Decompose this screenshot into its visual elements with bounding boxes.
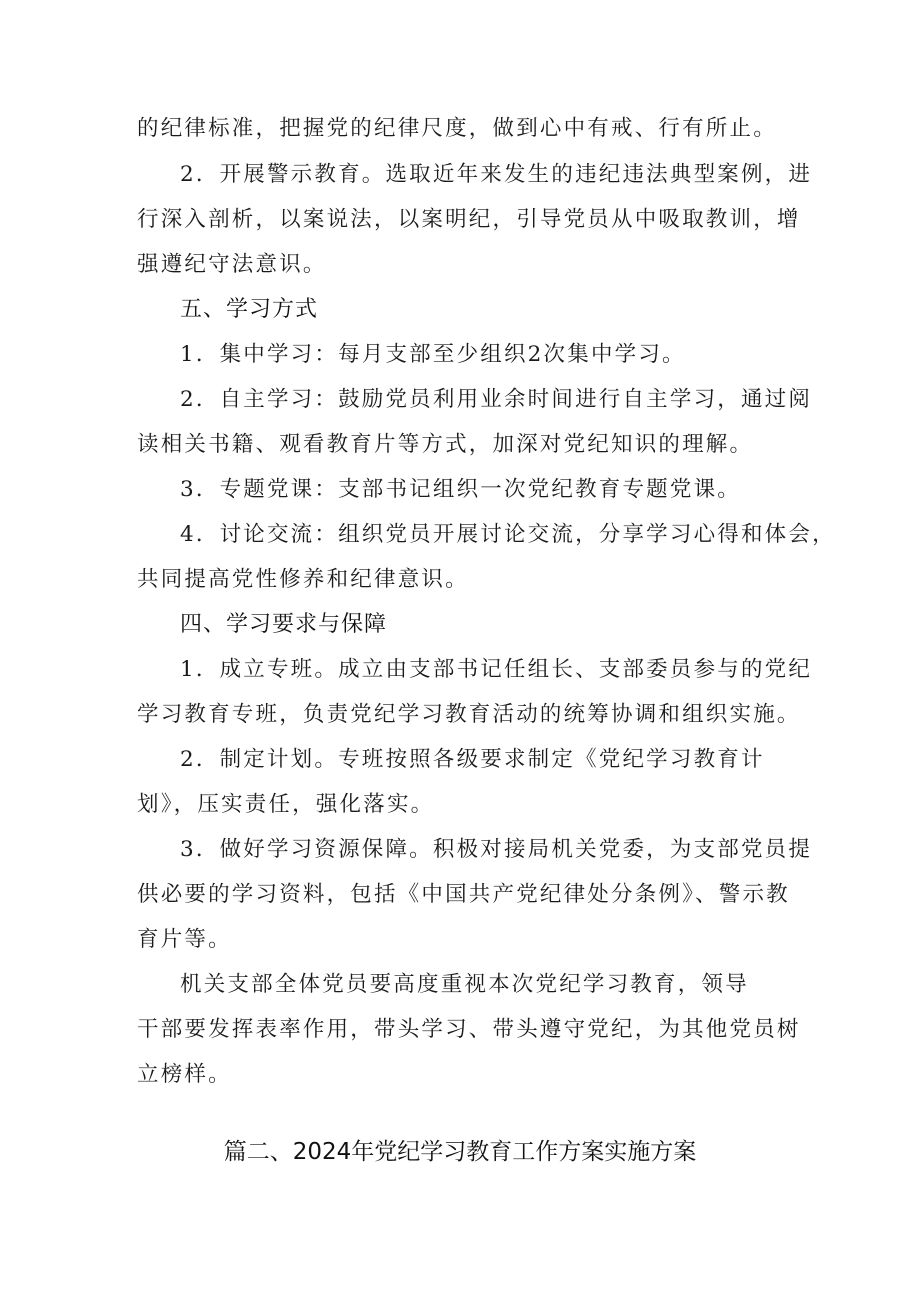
section-heading: 四、学习要求与保障: [180, 612, 388, 637]
paragraph-line: 强遵纪守法意识。: [137, 252, 327, 277]
paragraph-line: 的纪律标准，把握党的纪律尺度，做到心中有戒、行有所止。: [137, 116, 777, 141]
paragraph-line: 4．讨论交流：组织党员开展讨论交流，分享学习心得和体会，: [180, 522, 836, 547]
paragraph-line: 共同提高党性修养和纪律意识。: [137, 567, 469, 592]
paragraph-line: 3．专题党课：支部书记组织一次党纪教育专题党课。: [180, 477, 741, 502]
paragraph-line: 干部要发挥表率作用，带头学习、带头遵守党纪，为其他党员树: [137, 1017, 801, 1042]
paragraph-line: 3．做好学习资源保障。积极对接局机关党委，为支部党员提: [180, 837, 813, 862]
paragraph-line: 行深入剖析，以案说法，以案明纪，引导党员从中吸取教训，增: [137, 207, 801, 232]
paragraph-line: 2．制定计划。专班按照各级要求制定《党纪学习教育计: [180, 747, 765, 772]
paragraph-line: 1．成立专班。成立由支部书记任组长、支部委员参与的党纪: [180, 657, 813, 682]
document-title: 篇二、2024年党纪学习教育工作方案实施方案: [223, 1139, 697, 1165]
paragraph-line: 2．开展警示教育。选取近年来发生的违纪违法典型案例，进: [180, 162, 813, 187]
paragraph-line: 读相关书籍、观看教育片等方式，加深对党纪知识的理解。: [137, 432, 754, 457]
paragraph-line: 供必要的学习资料，包括《中国共产党纪律处分条例》、警示教: [137, 882, 790, 907]
paragraph-line: 学习教育专班，负责党纪学习教育活动的统筹协调和组织实施。: [137, 702, 801, 727]
paragraph-line: 育片等。: [137, 927, 232, 952]
paragraph-line: 1．集中学习：每月支部至少组织2次集中学习。: [180, 342, 686, 367]
paragraph-line: 机关支部全体党员要高度重视本次党纪学习教育，领导: [180, 972, 749, 997]
paragraph-line: 2．自主学习：鼓励党员利用业余时间进行自主学习，通过阅: [180, 387, 813, 412]
section-heading: 五、学习方式: [180, 297, 319, 322]
paragraph-line: 立榜样。: [137, 1062, 232, 1087]
paragraph-line: 划》，压实责任，强化落实。: [137, 792, 435, 817]
